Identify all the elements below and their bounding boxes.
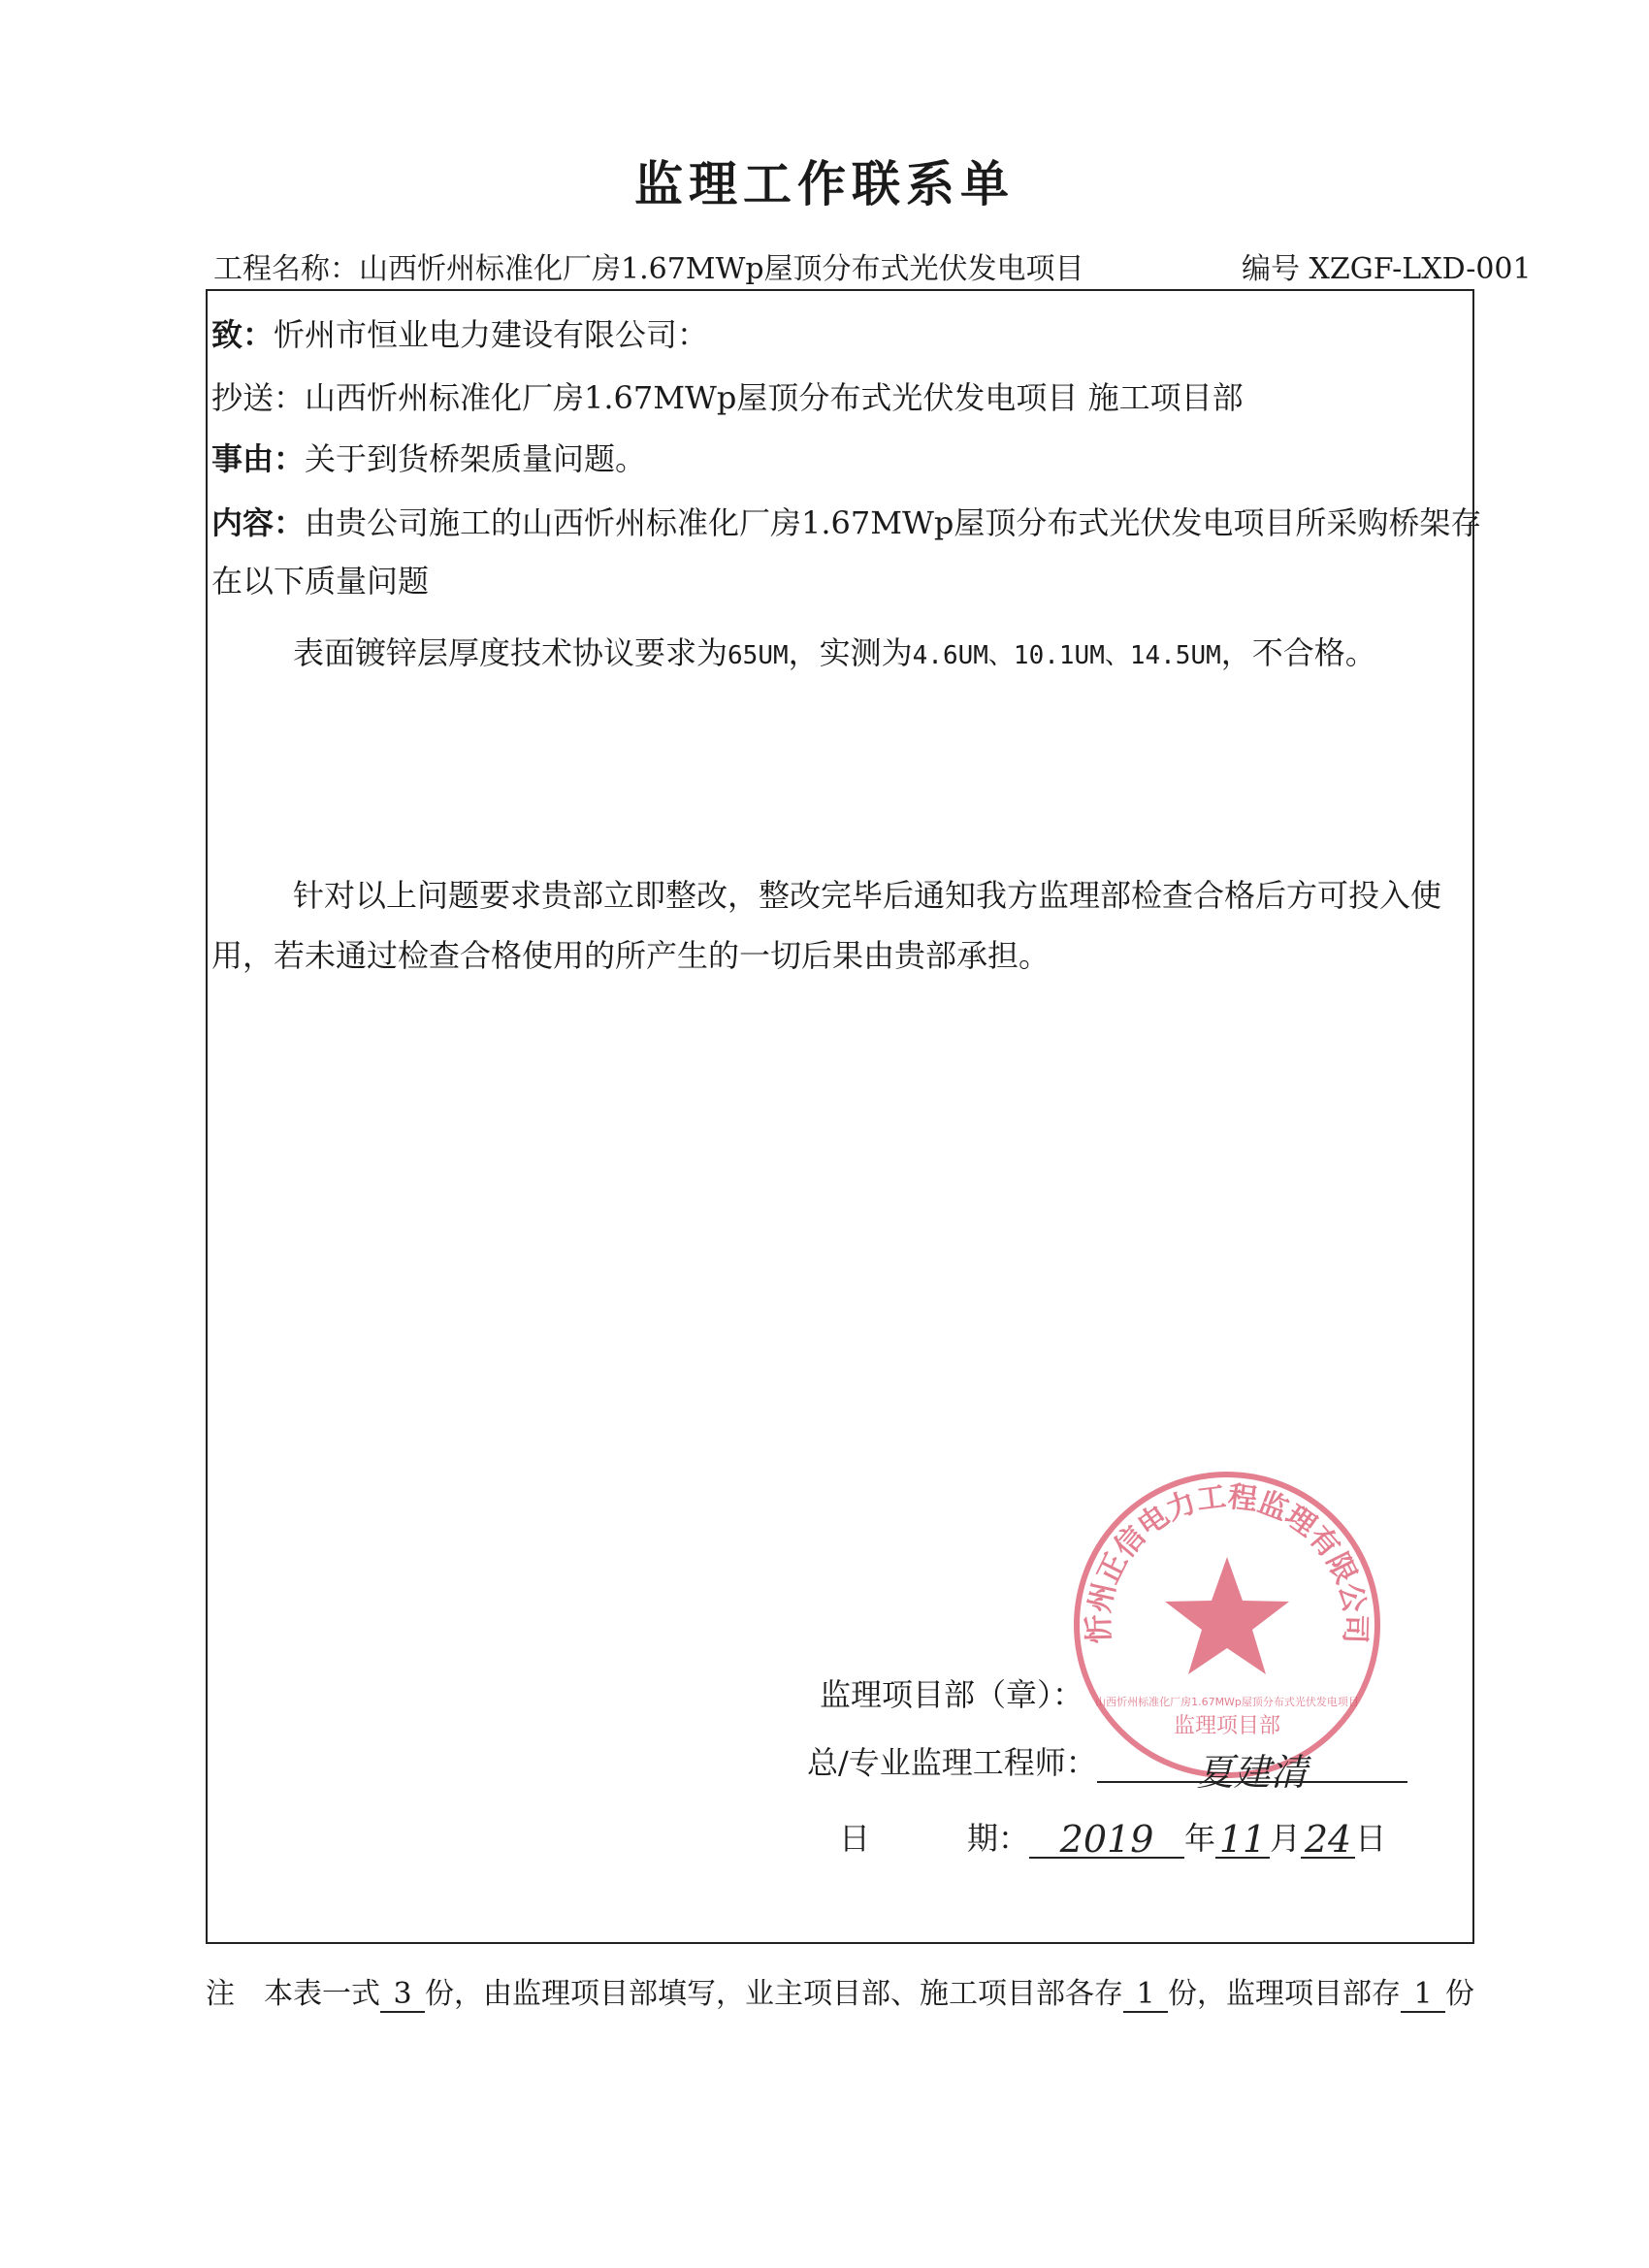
note-copies-total: 3	[380, 1977, 425, 2013]
serial-number: 编号 XZGF-LXD-001	[1242, 252, 1532, 286]
footer-note	[206, 1969, 1474, 2013]
to-value: 忻州市恒业电力建设有限公司：	[274, 316, 709, 353]
content-row	[211, 499, 1481, 543]
official-stamp	[1067, 1465, 1387, 1785]
date-day: 24	[1301, 1818, 1355, 1859]
date-day-unit: 日	[1355, 1820, 1387, 1857]
subject-value: 关于到货桥架质量问题。	[305, 440, 647, 477]
paragraph-2-line-2: 用，若未通过检查合格使用的所产生的一切后果由贵部承担。	[211, 937, 1051, 974]
subject-row	[211, 435, 646, 479]
date-label-1: 日	[839, 1820, 871, 1857]
note-mid2: 份，监理项目部存	[1168, 1977, 1401, 2011]
measurement-line	[293, 629, 1376, 673]
engineer-signature: 夏建清	[1097, 1742, 1407, 1783]
engineer-label: 总/专业监理工程师：	[807, 1744, 1097, 1781]
date-month-unit: 月	[1270, 1820, 1302, 1857]
measurement-text-e: ，不合格。	[1220, 634, 1376, 671]
measurement-actual: 4.6UM、10.1UM、14.5UM	[912, 641, 1221, 670]
content-label: 内容：	[211, 504, 306, 541]
measurement-text-a: 表面镀锌层厚度技术协议要求为	[293, 634, 728, 671]
stamp-inner-text: 山西忻州标准化厂房1.67MWp屋顶分布式光伏发电项目	[1095, 1696, 1359, 1708]
note-copies-supervisor: 1	[1401, 1977, 1445, 2013]
project-name: 工程名称：山西忻州标准化厂房1.67MWp屋顶分布式光伏发电项目	[213, 252, 1084, 286]
note-suffix: 份	[1445, 1977, 1474, 2011]
measurement-text-c: ，实测为	[788, 634, 913, 671]
subject-label: 事由：	[211, 440, 306, 477]
content-line-1: 由贵公司施工的山西忻州标准化厂房1.67MWp屋顶分布式光伏发电项目所采购桥架存	[305, 504, 1482, 541]
to-row	[211, 310, 708, 355]
stamp-star-icon	[1165, 1557, 1289, 1674]
to-label: 致：	[211, 316, 275, 353]
date-row	[839, 1814, 1386, 1859]
paragraph-2-line-1: 针对以上问题要求贵部立即整改，整改完毕后通知我方监理部检查合格后方可投入使	[293, 877, 1442, 914]
stamp-bottom-text: 监理项目部	[1173, 1714, 1281, 1738]
note-prefix: 注 本表一式	[206, 1977, 380, 2011]
note-mid: 份，由监理项目部填写，业主项目部、施工项目部各存	[425, 1977, 1123, 2011]
cc-row	[211, 373, 1244, 418]
engineer-row	[807, 1738, 1407, 1794]
date-year-unit: 年	[1184, 1820, 1216, 1857]
stamp-ring-text: 忻州正信电力工程监理有限公司	[1082, 1479, 1373, 1644]
dept-seal-label: 监理项目部（章）：	[820, 1676, 1084, 1713]
cc-label: 抄送：	[211, 379, 306, 416]
measurement-required: 65UM	[728, 641, 789, 670]
date-year: 2019	[1029, 1818, 1184, 1859]
date-label-2: 期：	[967, 1820, 1030, 1857]
document-title: 监理工作联系单	[634, 156, 1015, 212]
content-line-2: 在以下质量问题	[211, 563, 430, 599]
date-month: 11	[1215, 1818, 1270, 1859]
cc-value: 山西忻州标准化厂房1.67MWp屋顶分布式光伏发电项目 施工项目部	[305, 379, 1244, 416]
note-copies-each: 1	[1123, 1977, 1168, 2013]
